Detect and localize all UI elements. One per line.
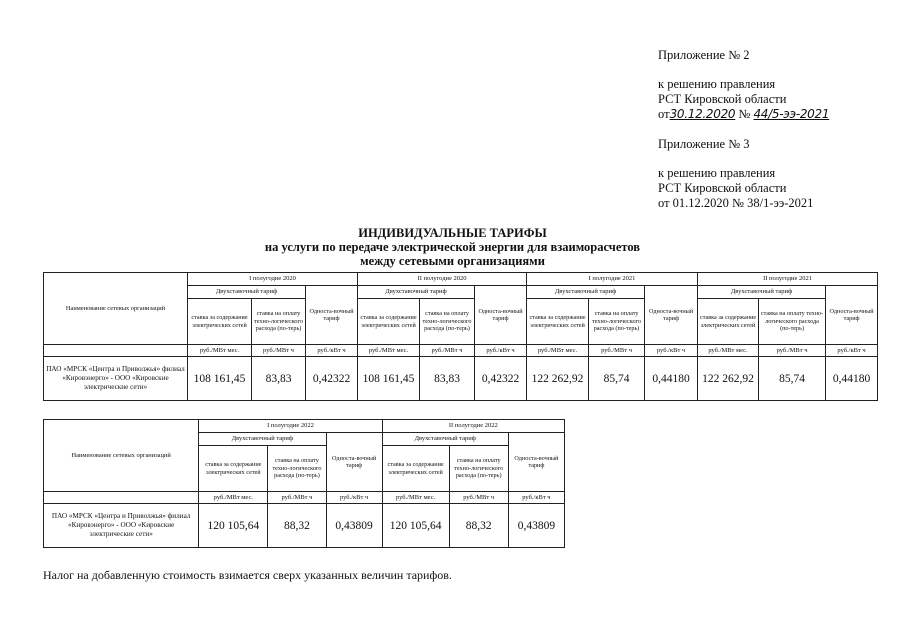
unit-cell: руб./МВт ч: [268, 492, 326, 504]
maintenance-rate-header: ставка за содержание электрических сетей: [527, 299, 589, 345]
maintenance-rate-header: ставка за содержание электрических сетей: [358, 299, 420, 345]
annex-3-block: [658, 137, 813, 211]
single-rate-value: 0,42322: [306, 357, 358, 401]
two-part-tariff-header: Двухставочный тариф: [698, 286, 826, 299]
org-name-cell: ПАО «МРСК «Центра и Приволжья» филиал «Кировэнерго» - ООО «Кировские электрические сети»: [44, 504, 199, 548]
single-rate-header: Односта-вочный тариф: [306, 286, 358, 345]
losses-value: 88,32: [268, 504, 326, 548]
tariff-table-2022: [43, 419, 565, 548]
maintenance-rate-header: ставка за содержание электрических сетей: [382, 446, 449, 492]
period-header: I полугодие 2020: [188, 273, 358, 286]
single-rate-value: 0,43809: [326, 504, 382, 548]
unit-cell: руб./МВт мес.: [199, 492, 268, 504]
unit-cell: руб./МВт ч: [589, 345, 645, 357]
two-part-tariff-header: Двухставочный тариф: [382, 433, 508, 446]
document-heading: [0, 226, 905, 268]
annex-3-title: Приложение № 3: [658, 137, 750, 151]
unit-cell: руб./кВт ч: [645, 345, 698, 357]
single-rate-header: Односта-вочный тариф: [475, 286, 527, 345]
annex-2-title: Приложение № 2: [658, 48, 750, 62]
two-part-tariff-header: Двухставочный тариф: [199, 433, 326, 446]
single-rate-header: Односта-вочный тариф: [645, 286, 698, 345]
losses-value: 85,74: [589, 357, 645, 401]
unit-cell: руб./МВт мес.: [698, 345, 759, 357]
org-name-cell: ПАО «МРСК «Центра и Приволжья» филиал «Кировэнерго» - ООО «Кировские электрические сети»: [44, 357, 188, 401]
single-rate-value: 0,44180: [826, 357, 878, 401]
annex-2-number-prefix: №: [738, 107, 751, 121]
two-part-tariff-header: Двухставочный тариф: [358, 286, 475, 299]
empty-cell: [44, 492, 199, 504]
unit-cell: руб./кВт ч: [475, 345, 527, 357]
period-header: I полугодие 2021: [527, 273, 698, 286]
maintenance-value: 108 161,45: [188, 357, 252, 401]
single-rate-value: 0,43809: [508, 504, 564, 548]
single-rate-header: Односта-вочный тариф: [326, 433, 382, 492]
unit-cell: руб./МВт ч: [759, 345, 826, 357]
losses-rate-header: ставка на оплату техно-логического расхода (по-терь): [589, 299, 645, 345]
annex-2-number-handwritten: 44/5-ээ-2021: [753, 107, 830, 121]
maintenance-value: 120 105,64: [199, 504, 268, 548]
period-header: I полугодие 2022: [199, 420, 382, 433]
losses-rate-header: ставка на оплату техно-логического расхода (по-терь): [268, 446, 326, 492]
unit-cell: руб./МВт мес.: [188, 345, 252, 357]
maintenance-rate-header: ставка за содержание электрических сетей: [199, 446, 268, 492]
unit-cell: руб./МВт мес.: [358, 345, 420, 357]
table-row: [44, 504, 565, 548]
unit-cell: руб./МВт ч: [449, 492, 508, 504]
annex-3-line2: РСТ Кировской области: [658, 181, 787, 195]
maintenance-value: 108 161,45: [358, 357, 420, 401]
heading-line1: ИНДИВИДУАЛЬНЫЕ ТАРИФЫ: [358, 226, 547, 240]
table-row: [44, 357, 878, 401]
single-rate-header: Односта-вочный тариф: [508, 433, 564, 492]
unit-cell: руб./МВт мес.: [382, 492, 449, 504]
losses-rate-header: ставка на оплату техно-логического расхода (по-терь): [759, 299, 826, 345]
maintenance-value: 122 262,92: [698, 357, 759, 401]
period-header: II полугодие 2022: [382, 420, 564, 433]
period-header: II полугодие 2021: [698, 273, 878, 286]
unit-cell: руб./кВт ч: [326, 492, 382, 504]
unit-cell: руб./кВт ч: [306, 345, 358, 357]
losses-value: 88,32: [449, 504, 508, 548]
unit-cell: руб./МВт ч: [420, 345, 475, 357]
losses-rate-header: ставка на оплату техно-логического расхода (по-терь): [449, 446, 508, 492]
tariff-table-2020-2021: [43, 272, 878, 401]
losses-value: 83,83: [252, 357, 306, 401]
vat-note: Налог на добавленную стоимость взимается сверх указанных величин тарифов.: [43, 568, 452, 582]
annex-3-line3: от 01.12.2020 № 38/1-ээ-2021: [658, 196, 814, 210]
empty-cell: [44, 345, 188, 357]
losses-value: 85,74: [759, 357, 826, 401]
annex-2-line2: РСТ Кировской области: [658, 92, 787, 106]
period-header: II полугодие 2020: [358, 273, 527, 286]
maintenance-rate-header: ставка за содержание электрических сетей: [698, 299, 759, 345]
heading-line3: между сетевыми организациями: [360, 254, 545, 268]
losses-rate-header: ставка на оплату техно-логического расхода (по-терь): [420, 299, 475, 345]
annex-3-line1: к решению правления: [658, 166, 776, 180]
single-rate-value: 0,42322: [475, 357, 527, 401]
annex-2-from-prefix: от: [658, 107, 670, 121]
annex-2-date-handwritten: 30.12.2020: [669, 107, 736, 121]
annex-2-block: [658, 48, 829, 122]
maintenance-rate-header: ставка за содержание электрических сетей: [188, 299, 252, 345]
two-part-tariff-header: Двухставочный тариф: [527, 286, 645, 299]
losses-value: 83,83: [420, 357, 475, 401]
unit-cell: руб./кВт ч: [826, 345, 878, 357]
org-column-header: Наименование сетевых организаций: [44, 420, 199, 492]
annex-2-date-line: [658, 107, 829, 122]
maintenance-value: 122 262,92: [527, 357, 589, 401]
annex-2-line1: к решению правления: [658, 77, 776, 91]
losses-rate-header: ставка на оплату техно-логического расхода (по-терь): [252, 299, 306, 345]
unit-cell: руб./кВт ч: [508, 492, 564, 504]
single-rate-value: 0,44180: [645, 357, 698, 401]
maintenance-value: 120 105,64: [382, 504, 449, 548]
unit-cell: руб./МВт ч: [252, 345, 306, 357]
heading-line2: на услуги по передаче электрической энергии для взаиморасчетов: [264, 240, 641, 254]
org-column-header: Наименование сетевых организаций: [44, 273, 188, 345]
two-part-tariff-header: Двухставочный тариф: [188, 286, 306, 299]
single-rate-header: Односта-вочный тариф: [826, 286, 878, 345]
unit-cell: руб./МВт мес.: [527, 345, 589, 357]
